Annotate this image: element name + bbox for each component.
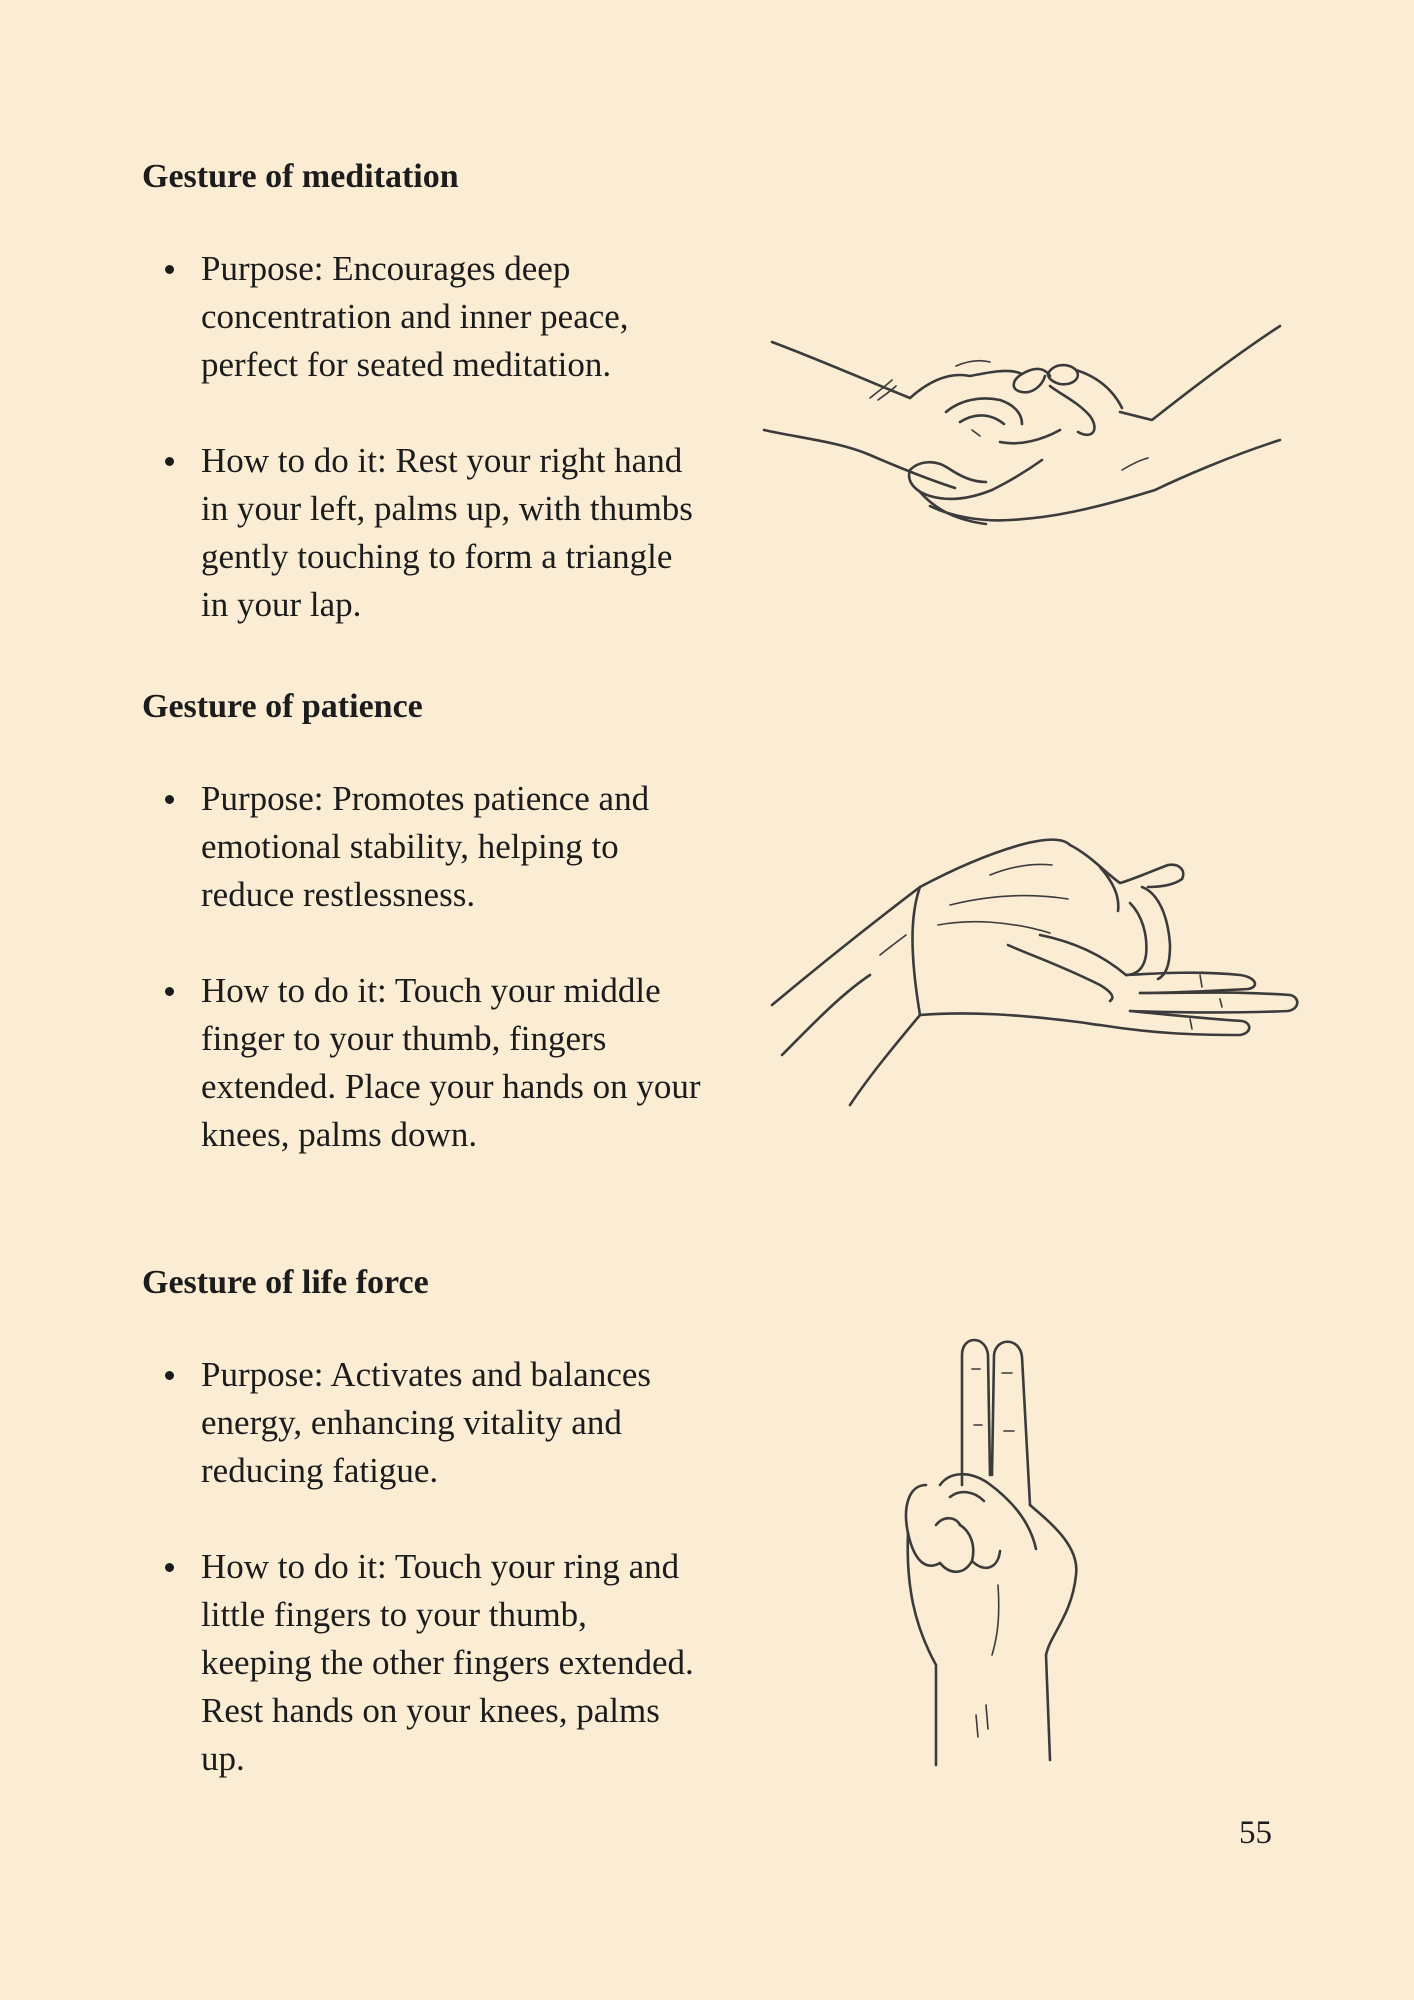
bullet-item-how-to	[142, 967, 702, 1159]
section-meditation	[142, 157, 702, 629]
bullet-dot-icon	[165, 265, 174, 274]
section-life-force	[142, 1263, 702, 1783]
bullet-text: Purpose: Activates and balances energy, enhancing vitality and reducing fatigue.	[201, 1355, 652, 1490]
hand-middle-finger-thumb-icon	[770, 815, 1310, 1105]
section-heading: Gesture of life force	[142, 1264, 429, 1301]
section-patience	[142, 687, 702, 1159]
cupped-hands-meditation-icon	[760, 320, 1290, 540]
bullet-item-how-to	[142, 437, 702, 629]
section-heading: Gesture of patience	[142, 688, 423, 725]
hand-two-fingers-raised-icon	[880, 1325, 1090, 1765]
bullet-dot-icon	[165, 795, 174, 804]
bullet-dot-icon	[165, 987, 174, 996]
bullet-text: Purpose: Encourages deep concentration and inner peace, perfect for seated meditation.	[201, 249, 629, 384]
section-heading: Gesture of meditation	[142, 158, 459, 195]
bullet-item-purpose	[142, 245, 702, 389]
bullet-item-purpose	[142, 1351, 702, 1495]
bullet-text: How to do it: Rest your right hand in your left, palms up, with thumbs gently touching to form a triangle in your lap.	[201, 441, 693, 624]
bullet-list	[142, 775, 702, 1159]
bullet-text: How to do it: Touch your middle finger to your thumb, fingers extended. Place your hands on your knees, palms down.	[201, 971, 701, 1154]
bullet-dot-icon	[165, 1371, 174, 1380]
bullet-item-how-to	[142, 1543, 702, 1783]
bullet-dot-icon	[165, 1563, 174, 1572]
bullet-list	[142, 245, 702, 629]
bullet-item-purpose	[142, 775, 702, 919]
bullet-dot-icon	[165, 457, 174, 466]
bullet-list	[142, 1351, 702, 1783]
bullet-text: How to do it: Touch your ring and little fingers to your thumb, keeping the other fingers extended. Rest hands on your knees, palms up.	[201, 1547, 694, 1778]
bullet-text: Purpose: Promotes patience and emotional stability, helping to reduce restlessness.	[201, 779, 650, 914]
page-number: 55	[1239, 1815, 1272, 1851]
